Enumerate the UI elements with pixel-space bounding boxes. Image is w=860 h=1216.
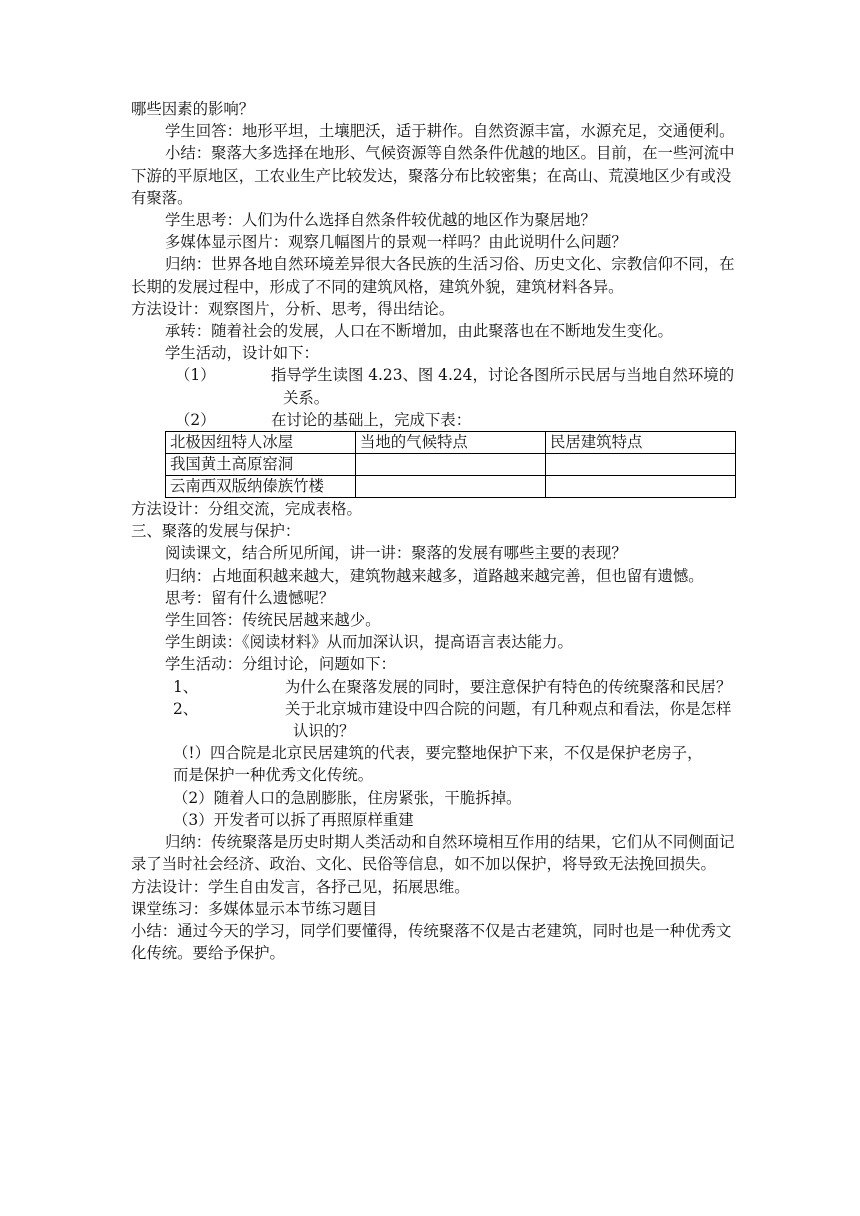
paragraph: 思考：留有什么遗憾呢？	[165, 588, 335, 607]
table-cell: 我国黄土高原窑洞	[166, 454, 356, 476]
table-cell: 云南西双版纳傣族竹楼	[166, 476, 356, 498]
paragraph: （2）随着人口的急剧膨胀，住房紧张，干脆拆掉。	[173, 788, 522, 807]
table-row	[166, 454, 736, 476]
comparison-table	[165, 431, 736, 498]
paragraph: 课堂练习：多媒体显示本节练习题目	[131, 899, 378, 918]
paragraph: 阅读课文，结合所见所闻，讲一讲：聚落的发展有哪些主要的表现？	[165, 544, 627, 563]
table-cell	[356, 476, 546, 498]
paragraph: 承转：随着社会的发展，人口在不断增加，由此聚落也在不断地发生变化。	[165, 322, 673, 341]
paragraph: 学生朗读：《阅读材料》从而加深认识，提高语言表达能力。	[165, 633, 573, 652]
list-item-label: 1、	[173, 677, 199, 696]
table-cell: 民居建筑特点	[546, 432, 736, 454]
paragraph: 方法设计：观察图片，分析、思考，得出结论。	[131, 299, 455, 318]
paragraph: 小结：聚落大多选择在地形、气候资源等自然条件优越的地区。目前，在一些河流中下游的平原地区，工农业生产比较发达，聚落分布比较密集；在高山、荒漠地区少有或没有聚落。	[131, 144, 735, 207]
list-item	[131, 698, 740, 742]
paragraph: 学生思考：人们为什么选择自然条件较优越的地区作为聚居地？	[165, 211, 596, 230]
list-item-text: 在讨论的基础上，完成下表：	[271, 410, 472, 429]
paragraph: 归纳：传统聚落是历史时期人类活动和自然环境相互作用的结果，它们从不同侧面记录了当时社会经济、政治、文化、民俗等信息，如不加以保护，将导致无法挽回损失。	[131, 833, 735, 874]
table-cell	[356, 454, 546, 476]
document-page	[131, 98, 740, 964]
table-cell: 当地的气候特点	[356, 432, 546, 454]
table-cell	[546, 454, 736, 476]
table-cell	[546, 476, 736, 498]
paragraph: 小结：通过今天的学习，同学们要懂得，传统聚落不仅是古老建筑，同时也是一种优秀文化传统。要给予保护。	[131, 921, 732, 963]
paragraph: 归纳：世界各地自然环境差异很大各民族的生活习俗、历史文化、宗教信仰不同，在长期的发展过程中，形成了不同的建筑风格，建筑外貌，建筑材料各异。	[131, 255, 735, 296]
paragraph: 学生活动，设计如下：	[165, 344, 319, 363]
table-row	[166, 432, 736, 454]
list-item	[131, 676, 740, 698]
paragraph: （3）开发者可以拆了再照原样重建	[173, 810, 414, 829]
list-item	[131, 409, 740, 431]
paragraph: 学生回答：地形平坦，土壤肥沃，适于耕作。自然资源丰富，水源充足，交通便利。	[165, 122, 735, 141]
paragraph: 归纳：占地面积越来越大，建筑物越来越多，道路越来越完善，但也留有遗憾。	[165, 566, 704, 585]
section-heading: 三、聚落的发展与保护：	[131, 522, 301, 541]
list-item-text: 为什么在聚落发展的同时，要注意保护有特色的传统聚落和民居？	[285, 677, 732, 696]
paragraph: （!）四合院是北京民居建筑的代表，要完整地保护下来，不仅是保护老房子，	[173, 744, 703, 763]
list-item-text: 指导学生读图 4.23、图 4.24，讨论各图所示民居与当地自然环境的关系。	[271, 366, 735, 407]
paragraph: 方法设计：分组交流，完成表格。	[131, 500, 362, 519]
table-cell: 北极因纽特人冰屋	[166, 432, 356, 454]
paragraph: 而是保护一种优秀文化传统。	[173, 766, 374, 785]
list-item	[131, 364, 740, 408]
paragraph: 学生回答：传统民居越来越少。	[165, 611, 381, 630]
list-item-text: 关于北京城市建设中四合院的问题，有几种观点和看法，你是怎样认识的？	[285, 699, 732, 741]
paragraph: 多媒体显示图片：观察几幅图片的景观一样吗？由此说明什么问题？	[165, 233, 627, 252]
paragraph: 方法设计：学生自由发言，各抒己见，拓展思维。	[131, 877, 470, 896]
paragraph: 学生活动：分组讨论，问题如下：	[165, 655, 396, 674]
list-item-label: 2、	[173, 699, 199, 718]
table-row	[166, 476, 736, 498]
paragraph: 哪些因素的影响？	[131, 100, 255, 118]
list-item-label: （2）	[175, 410, 216, 429]
list-item-label: （1）	[175, 366, 216, 385]
